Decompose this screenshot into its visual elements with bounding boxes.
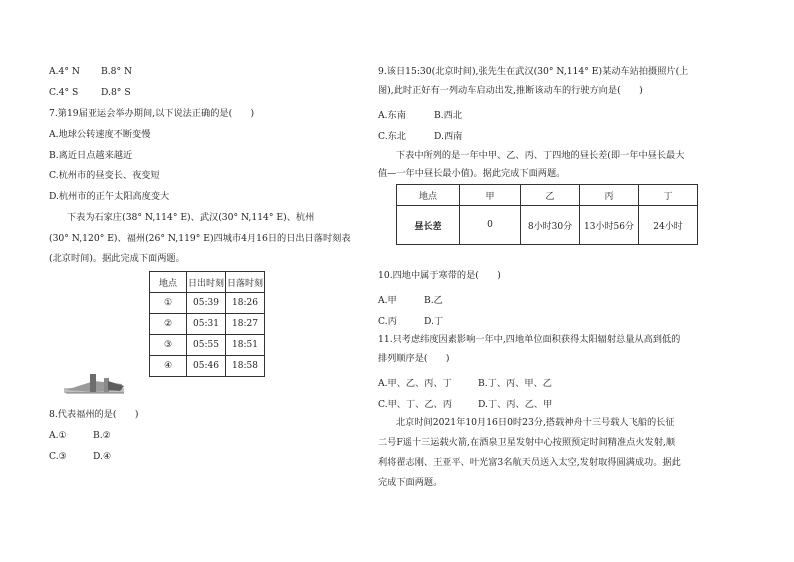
table-cell: 05:31	[187, 314, 226, 335]
passage2-line-4: 完成下面两题。	[378, 477, 443, 488]
table-cell: ④	[150, 356, 187, 377]
table-cell: ②	[150, 314, 187, 335]
table-cell: 18:51	[226, 335, 265, 356]
q10-option-d: D.丁	[424, 316, 444, 327]
passage-line-3: (北京时间)。据此完成下面两题。	[49, 253, 185, 264]
q6-option-c: C.4° S	[49, 87, 79, 98]
q8-option-b: B.②	[93, 430, 111, 441]
q11-option-b: B.丁、丙、甲、乙	[478, 378, 552, 389]
table-header-row	[150, 272, 265, 293]
passage2-line-3: 利将翟志刚、王亚平、叶光富3名航天员送入太空,发射取得圆满成功。据此	[378, 457, 681, 468]
q6-option-d: D.8° S	[101, 87, 131, 98]
table-header-cell: 地点	[397, 185, 460, 206]
table-header-row	[397, 185, 698, 206]
passage1-line-1: 下表中所列的是一年中甲、乙、丙、丁四地的昼长差(即一年中昼长最大	[396, 150, 685, 161]
table-header-cell: 地点	[150, 272, 187, 293]
passage-line-2: (30° N,120° E)、福州(26° N,119° E)四城市4月16日的日出日落时刻表	[49, 233, 351, 244]
q10-option-a: A.甲	[378, 295, 397, 306]
table-cell: 05:39	[187, 293, 226, 314]
q9-option-d: D.西南	[434, 131, 463, 142]
table-cell: 05:46	[187, 356, 226, 377]
table-row-label: 昼长差	[397, 206, 460, 245]
train-photo	[64, 372, 126, 398]
passage1-line-2: 值—一年中昼长最小值)。据此完成下面两题。	[378, 168, 566, 179]
table-cell: 24小时	[639, 206, 698, 245]
q9-option-c: C.东北	[378, 131, 406, 142]
table-header-cell: 丁	[639, 185, 698, 206]
q8-option-c: C.③	[49, 451, 67, 462]
q11-option-c: C.甲、丁、乙、丙	[378, 399, 452, 410]
q7-stem: 7.第19届亚运会举办期间,以下说法正确的是( )	[49, 108, 255, 119]
q9-option-a: A.东南	[378, 110, 406, 121]
q11-option-a: A.甲、乙、丙、丁	[378, 378, 452, 389]
q10-stem: 10.四地中属于寒带的是( )	[378, 270, 501, 281]
q7-option-a: A.地球公转速度不断变慢	[49, 129, 151, 140]
q7-option-d: D.杭州市的正午太阳高度变大	[49, 191, 170, 202]
table-row	[150, 314, 265, 335]
table-row	[397, 206, 698, 245]
q10-option-b: B.乙	[424, 295, 443, 306]
table-header-cell: 丙	[580, 185, 639, 206]
day-length-table	[396, 184, 698, 245]
table-cell: 0	[460, 206, 521, 245]
table-header-cell: 乙	[521, 185, 580, 206]
q8-stem: 8.代表福州的是( )	[49, 409, 139, 420]
passage-line-1: 下表为石家庄(38° N,114° E)、武汉(30° N,114° E)、杭州	[67, 212, 315, 223]
q8-option-d: D.④	[93, 451, 112, 462]
q11-stem-line-2: 排列顺序是( )	[378, 353, 450, 364]
q9-stem-line-1: 9.该日15:30(北京时间),张先生在武汉(30° N,114° E)某动车站拍摄照片(上	[378, 66, 689, 77]
table-cell: ①	[150, 293, 187, 314]
q10-option-c: C.丙	[378, 316, 397, 327]
q8-option-a: A.①	[49, 430, 67, 441]
sunrise-sunset-table	[149, 271, 265, 377]
q6-option-a: A.4° N	[49, 66, 80, 77]
table-cell: 18:26	[226, 293, 265, 314]
table-header-cell: 日落时刻	[226, 272, 265, 293]
q11-option-d: D.丁、丙、乙、甲	[478, 399, 553, 410]
q11-stem-line-1: 11.只考虑纬度因素影响一年中,四地单位面积获得太阳辐射总量从高到低的	[378, 334, 681, 345]
table-cell: 18:27	[226, 314, 265, 335]
q6-option-b: B.8° N	[101, 66, 133, 77]
passage2-line-1: 北京时间2021年10月16日0时23分,搭载神舟十三号载人飞船的长征	[396, 417, 675, 428]
table-row	[150, 335, 265, 356]
table-header-cell: 日出时刻	[187, 272, 226, 293]
table-row	[150, 293, 265, 314]
q7-option-c: C.杭州市的昼变长、夜变短	[49, 170, 160, 181]
table-cell: 05:55	[187, 335, 226, 356]
table-cell: 8小时30分	[521, 206, 580, 245]
q9-stem-line-2: 图),此时正好有一列动车启动出发,推断该动车的行驶方向是( )	[378, 85, 643, 96]
table-cell: 18:58	[226, 356, 265, 377]
q9-option-b: B.西北	[434, 110, 463, 121]
table-row	[150, 356, 265, 377]
passage2-line-2: 二号F遥十三运载火箭,在酒泉卫星发射中心按照预定时间精准点火发射,顺	[378, 437, 676, 448]
table-header-cell: 甲	[460, 185, 521, 206]
q7-option-b: B.离近日点越来越近	[49, 150, 133, 161]
table-cell: 13小时56分	[580, 206, 639, 245]
table-cell: ③	[150, 335, 187, 356]
